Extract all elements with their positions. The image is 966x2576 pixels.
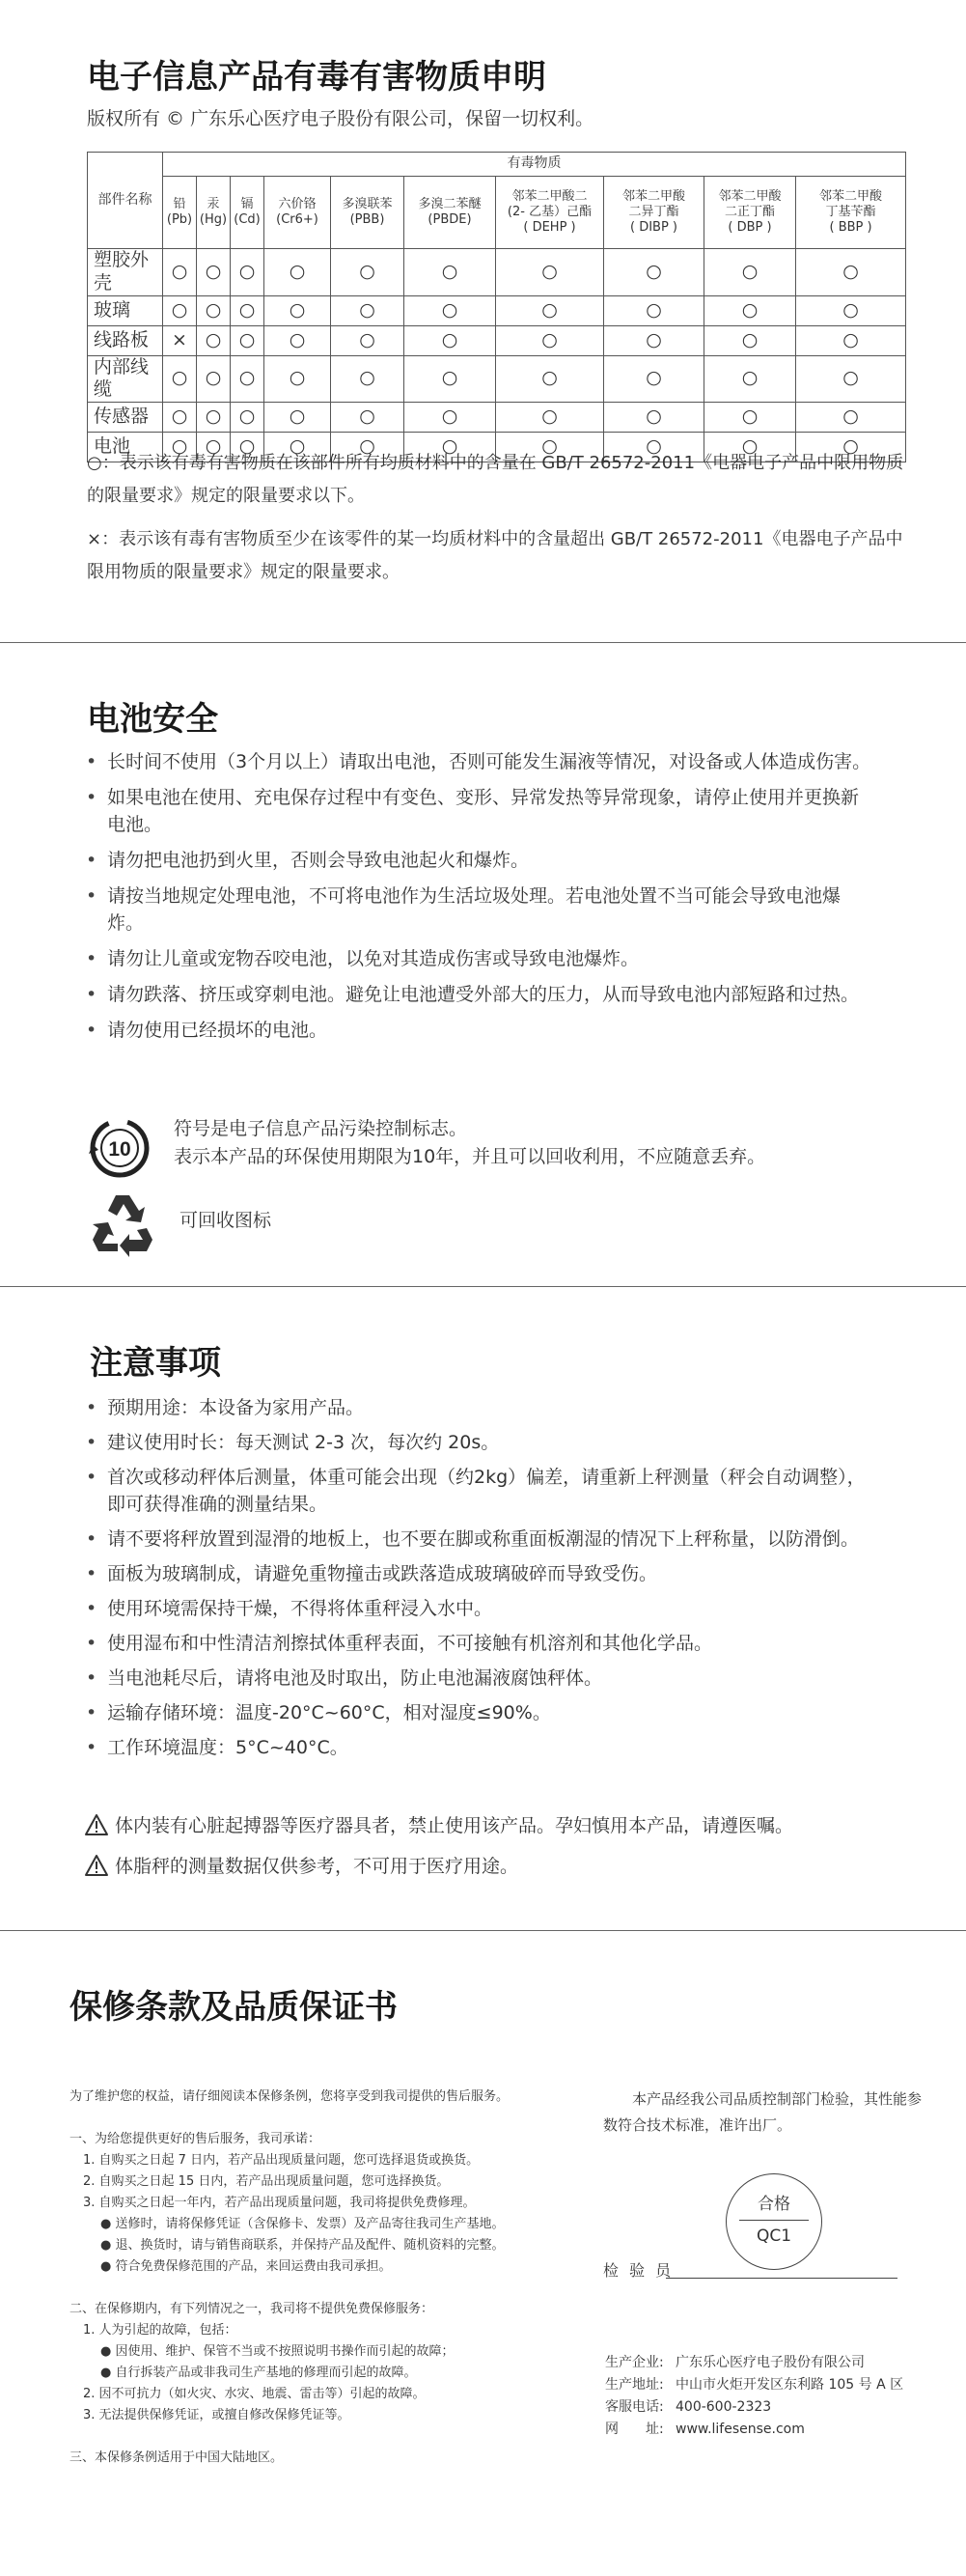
substance-mark-cell: ○ (197, 355, 231, 403)
substance-mark-cell: ○ (264, 355, 331, 403)
part-header: 部件名称 (88, 153, 163, 249)
pollution-control-icon (87, 1115, 152, 1181)
part-name-cell: 内部线缆 (88, 355, 163, 403)
substance-mark-cell: ○ (604, 403, 704, 433)
list-item: • 使用环境需保持干燥，不得将体重秤浸入水中。 (84, 1595, 875, 1622)
warranty-s1-subitem: ● 符合免费保修范围的产品，来回运费由我司承担。 (100, 2259, 392, 2274)
substance-column-header: 多溴二苯醚 (PBDE) (404, 177, 496, 249)
stamp-qc-code: QC1 (756, 2226, 792, 2246)
substance-mark-cell: ○ (796, 325, 906, 355)
table-row (88, 403, 906, 433)
part-name-cell: 传感器 (88, 403, 163, 433)
warning-icon (84, 1854, 109, 1877)
substance-mark-cell: ○ (704, 325, 796, 355)
substance-mark-cell: ○ (331, 325, 404, 355)
list-item: • 请勿把电池扔到火里，否则会导致电池起火和爆炸。 (84, 847, 875, 874)
substance-mark-cell: ○ (404, 433, 496, 462)
list-item: • 请勿跌落、挤压或穿刺电池。避免让电池遭受外部大的压力，从而导致电池内部短路和过热。 (84, 981, 875, 1008)
list-item: • 当电池耗尽后，请将电池及时取出，防止电池漏液腐蚀秤体。 (84, 1665, 875, 1692)
recycle-symbol-row (87, 1190, 271, 1257)
warranty-s2-item: 1. 人为引起的故障，包括： (83, 2323, 237, 2338)
substance-mark-cell: ○ (163, 355, 197, 403)
warranty-s2-item: 3. 无法提供保修凭证，或擅自修改保修凭证等。 (83, 2408, 350, 2422)
maker-value: 广东乐心医疗电子股份有限公司 (676, 2355, 865, 2370)
substance-mark-cell: ○ (163, 433, 197, 462)
warranty-intro: 为了维护您的权益，请仔细阅读本保修条例，您将享受到我司提供的售后服务。 (69, 2089, 510, 2104)
warning-reference-text: 体脂秤的测量数据仅供参考，不可用于医疗用途。 (115, 1856, 519, 1877)
warranty-s1-head: 一、为给您提供更好的售后服务，我司承诺： (69, 2132, 321, 2146)
warranty-s1-item: 2. 自购买之日起 15 日内，若产品出现质量问题，您可选择换货。 (83, 2174, 450, 2189)
substance-column-header: 多溴联苯 (PBB) (331, 177, 404, 249)
list-item: • 运输存储环境：温度-20°C~60°C，相对湿度≤90%。 (84, 1699, 875, 1726)
substance-mark-cell: ○ (231, 295, 264, 325)
warning-icon (84, 1813, 109, 1836)
website-value: www.lifesense.com (676, 2422, 805, 2437)
part-name-cell: 玻璃 (88, 295, 163, 325)
list-item: • 建议使用时长：每天测试 2-3 次，每次约 20s。 (84, 1429, 875, 1456)
substance-group-header: 有毒物质 (163, 153, 906, 177)
substance-mark-cell: ○ (796, 295, 906, 325)
pollution-symbol-row (87, 1115, 765, 1181)
substance-mark-cell: ○ (496, 355, 604, 403)
substance-mark-cell: ○ (796, 433, 906, 462)
substance-mark-cell: ○ (796, 403, 906, 433)
substance-mark-cell: ○ (496, 433, 604, 462)
list-item: • 使用湿布和中性清洁剂擦拭体重秤表面，不可接触有机溶剂和其他化学品。 (84, 1630, 875, 1657)
battery-section (0, 644, 966, 1286)
substance-mark-cell: ○ (331, 249, 404, 296)
substance-mark-cell: ○ (796, 249, 906, 296)
copyright-notice: 版权所有 © 广东乐心医疗电子股份有限公司，保留一切权利。 (87, 108, 594, 129)
substance-column-header: 镉 (Cd) (231, 177, 264, 249)
pollution-line-1: 符号是电子信息产品污染控制标志。 (174, 1118, 468, 1139)
substance-column-header: 邻苯二甲酸 丁基苄酯 ( BBP ) (796, 177, 906, 249)
substance-mark-cell: ○ (331, 295, 404, 325)
list-item: • 长时间不使用（3个月以上）请取出电池，否则可能发生漏液等情况，对设备或人体造成伤害。 (84, 748, 875, 775)
hotline-label: 客服电话: (605, 2399, 664, 2415)
substance-mark-cell: ○ (231, 325, 264, 355)
substance-mark-cell: ○ (604, 295, 704, 325)
table-row (88, 295, 906, 325)
substance-mark-cell: ○ (231, 403, 264, 433)
hazard-title: 电子信息产品有毒有害物质申明 (87, 58, 546, 97)
substance-mark-cell: ○ (163, 403, 197, 433)
qc-pass-stamp (726, 2173, 822, 2270)
substance-mark-cell: ○ (197, 249, 231, 296)
list-item: • 面板为玻璃制成，请避免重物撞击或跌落造成玻璃破碎而导致受伤。 (84, 1560, 875, 1587)
substance-mark-cell: ○ (404, 295, 496, 325)
hotline-value: 400-600-2323 (676, 2399, 772, 2415)
substance-column-header: 铅 (Pb) (163, 177, 197, 249)
list-item: • 工作环境温度：5°C~40°C。 (84, 1734, 875, 1761)
hazard-section (0, 0, 966, 642)
address-value: 中山市火炬开发区东利路 105 号 A 区 (676, 2377, 904, 2393)
warranty-s1-item: 1. 自购买之日起 7 日内，若产品出现质量问题，您可选择退货或换货。 (83, 2153, 480, 2168)
substance-mark-cell: ○ (704, 295, 796, 325)
inspector-label: 检 验 员 (603, 2261, 675, 2280)
substance-mark-cell: ○ (264, 249, 331, 296)
substance-mark-cell: ○ (197, 325, 231, 355)
substance-mark-cell: ○ (264, 325, 331, 355)
substance-mark-cell: ○ (163, 295, 197, 325)
substance-mark-cell: ○ (496, 403, 604, 433)
address-label: 生产地址: (605, 2377, 664, 2393)
warning-pacemaker-text: 体内装有心脏起搏器等医疗器具者，禁止使用该产品。孕妇慎用本产品，请遵医嘱。 (115, 1815, 794, 1836)
hazard-table (87, 152, 906, 462)
section-divider (0, 642, 966, 643)
pollution-line-2: 表示本产品的环保使用期限为10年，并且可以回收利用，不应随意丢弃。 (174, 1146, 766, 1167)
warranty-s3-head: 三、本保修条例适用于中国大陆地区。 (69, 2450, 284, 2465)
warranty-s2-item: 2. 因不可抗力（如火灾、水灾、地震、雷击等）引起的故障。 (83, 2387, 426, 2401)
substance-mark-cell: ○ (264, 295, 331, 325)
legend-cross: ×：表示该有毒有害物质至少在该零件的某一均质材料中的含量超出 GB/T 26572-2011《电器电子产品中限用物质的限量要求》规定的限量要求。 (87, 529, 903, 582)
substance-mark-cell: ○ (704, 403, 796, 433)
substance-column-header: 汞 (Hg) (197, 177, 231, 249)
substance-mark-cell: ○ (496, 295, 604, 325)
list-item: • 预期用途：本设备为家用产品。 (84, 1394, 875, 1421)
warning-pacemaker (84, 1811, 793, 1837)
qc-statement: 本产品经我公司品质控制部门检验，其性能参数符合技术标准，准许出厂。 (603, 2090, 923, 2134)
warranty-section (0, 1932, 966, 2576)
substance-mark-cell: ○ (163, 249, 197, 296)
substance-column-header: 六价铬 (Cr6+) (264, 177, 331, 249)
substance-column-header: 邻苯二甲酸 二正丁酯 ( DBP ) (704, 177, 796, 249)
warning-reference-only (84, 1852, 518, 1878)
pollution-years-number: 10 (108, 1138, 131, 1161)
section-divider (0, 1930, 966, 1931)
substance-mark-cell: ○ (404, 355, 496, 403)
recycle-label: 可回收图标 (179, 1210, 272, 1231)
substance-mark-cell: ○ (231, 433, 264, 462)
warranty-s2-subitem: ● 因使用、维护、保管不当或不按照说明书操作而引起的故障； (100, 2344, 455, 2359)
manufacturer-info (605, 2352, 903, 2441)
substance-mark-cell: ○ (331, 433, 404, 462)
substance-mark-cell: ○ (331, 403, 404, 433)
substance-mark-cell: ○ (704, 249, 796, 296)
substance-mark-cell: ○ (231, 249, 264, 296)
substance-mark-cell: ○ (331, 355, 404, 403)
substance-column-header: 邻苯二甲酸二 (2- 乙基）己酯 ( DEHP ) (496, 177, 604, 249)
list-item: • 请勿让儿童或宠物吞咬电池，以免对其造成伤害或导致电池爆炸。 (84, 945, 875, 972)
part-name-cell: 塑胶外壳 (88, 249, 163, 296)
table-row (88, 325, 906, 355)
substance-mark-cell: ○ (264, 403, 331, 433)
substance-mark-cell: ○ (604, 249, 704, 296)
warranty-s1-subitem: ● 退、换货时，请与销售商联系，并保持产品及配件、随机资料的完整。 (100, 2238, 505, 2253)
substance-mark-cell: × (163, 325, 197, 355)
substance-mark-cell: ○ (404, 403, 496, 433)
warranty-title: 保修条款及品质保证书 (69, 1988, 398, 2027)
substance-mark-cell: ○ (496, 325, 604, 355)
warranty-terms (69, 2086, 610, 2469)
battery-safety-list (84, 748, 875, 1052)
substance-mark-cell: ○ (197, 403, 231, 433)
notes-list (84, 1394, 875, 1769)
part-name-cell: 线路板 (88, 325, 163, 355)
stamp-pass-text: 合格 (758, 2195, 790, 2214)
warranty-s1-subitem: ● 送修时，请将保修凭证（含保修卡、发票）及产品寄往我司生产基地。 (100, 2217, 505, 2231)
substance-mark-cell: ○ (404, 325, 496, 355)
warranty-s1-item: 3. 自购买之日起一年内，若产品出现质量问题，我司将提供免费修理。 (83, 2196, 476, 2210)
inspector-signature-line (666, 2278, 897, 2279)
substance-mark-cell: ○ (197, 295, 231, 325)
list-item: • 请勿使用已经损坏的电池。 (84, 1017, 875, 1044)
warranty-s2-subitem: ● 自行拆装产品或非我司生产基地的修理而引起的故障。 (100, 2366, 417, 2380)
substance-mark-cell: ○ (604, 355, 704, 403)
list-item: • 首次或移动秤体后测量，体重可能会出现（约2kg）偏差，请重新上秤测量（秤会自动调整），即可获得准确的测量结果。 (84, 1464, 875, 1518)
recycle-icon (87, 1190, 158, 1257)
maker-label: 生产企业: (605, 2355, 664, 2370)
legend-circle: ○：表示该有毒有害物质在该部件所有均质材料中的含量在 GB/T 26572-2011《电器电子产品中限用物质的限量要求》规定的限量要求以下。 (87, 453, 904, 506)
substance-mark-cell: ○ (604, 325, 704, 355)
warranty-s2-head: 二、在保修期内，有下列情况之一，我司将不提供免费保修服务： (69, 2302, 434, 2316)
substance-mark-cell: ○ (197, 433, 231, 462)
section-divider (0, 1286, 966, 1287)
substance-mark-cell: ○ (604, 433, 704, 462)
substance-mark-cell: ○ (231, 355, 264, 403)
notes-section (0, 1288, 966, 1930)
list-item: • 如果电池在使用、充电保存过程中有变色、变形、异常发热等异常现象，请停止使用并更换新电池。 (84, 784, 875, 838)
substance-mark-cell: ○ (704, 355, 796, 403)
table-row (88, 249, 906, 296)
battery-title: 电池安全 (87, 700, 218, 739)
substance-mark-cell: ○ (496, 249, 604, 296)
substance-mark-cell: ○ (264, 433, 331, 462)
website-label: 网 址: (605, 2422, 664, 2437)
substance-mark-cell: ○ (796, 355, 906, 403)
list-item: • 请不要将秤放置到湿滑的地板上，也不要在脚或称重面板潮湿的情况下上秤称量，以防滑倒。 (84, 1526, 875, 1553)
list-item: • 请按当地规定处理电池，不可将电池作为生活垃圾处理。若电池处置不当可能会导致电池爆炸。 (84, 882, 875, 937)
notes-title: 注意事项 (90, 1344, 221, 1383)
part-name-cell: 电池 (88, 433, 163, 462)
substance-mark-cell: ○ (404, 249, 496, 296)
substance-column-header: 邻苯二甲酸 二异丁酯 ( DIBP ) (604, 177, 704, 249)
substance-mark-cell: ○ (704, 433, 796, 462)
table-row (88, 355, 906, 403)
